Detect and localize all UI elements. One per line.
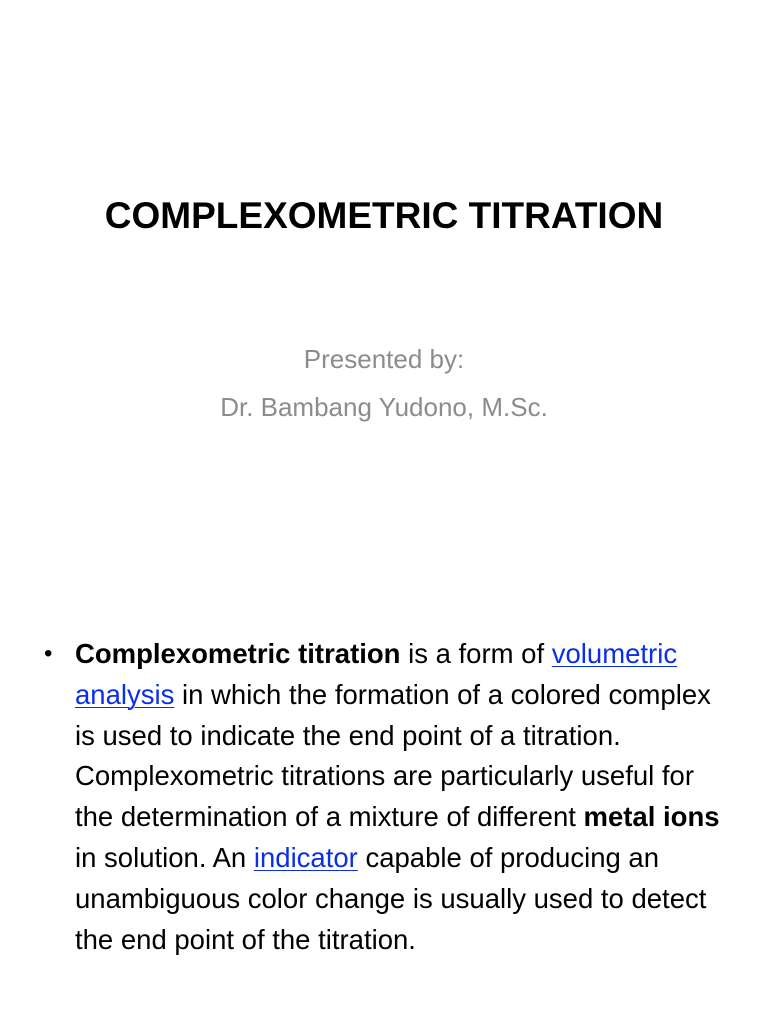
paragraph-text-3: in solution. An xyxy=(75,841,254,873)
presenter-label: Presented by: xyxy=(303,344,465,374)
bullet-list xyxy=(44,634,734,960)
link-volumetric-analysis[interactable]: volumetric analysis xyxy=(75,638,678,710)
bullet-item xyxy=(44,634,734,960)
term-complexometric-titration: Complexometric titration xyxy=(75,638,401,669)
paragraph-text-1: is a form of xyxy=(400,638,552,669)
term-metal-ions: metal ions xyxy=(583,801,720,833)
bullet-marker: • xyxy=(44,640,53,667)
slide-subtitle xyxy=(0,335,768,431)
link-indicator[interactable]: indicator xyxy=(253,841,358,873)
slide-title: COMPLEXOMETRIC TITRATION xyxy=(104,195,664,236)
presenter-name: Dr. Bambang Yudono, M.Sc. xyxy=(220,392,548,422)
paragraph-text-4: capable of producing an unambiguous color change is usually used to detect the end point of the titration. xyxy=(75,841,707,955)
paragraph-text-2: in which the formation of a colored complex is used to indicate the end point of a titration. Complexometric titrations are particularly useful for the determination of a mixture of different xyxy=(75,678,711,833)
